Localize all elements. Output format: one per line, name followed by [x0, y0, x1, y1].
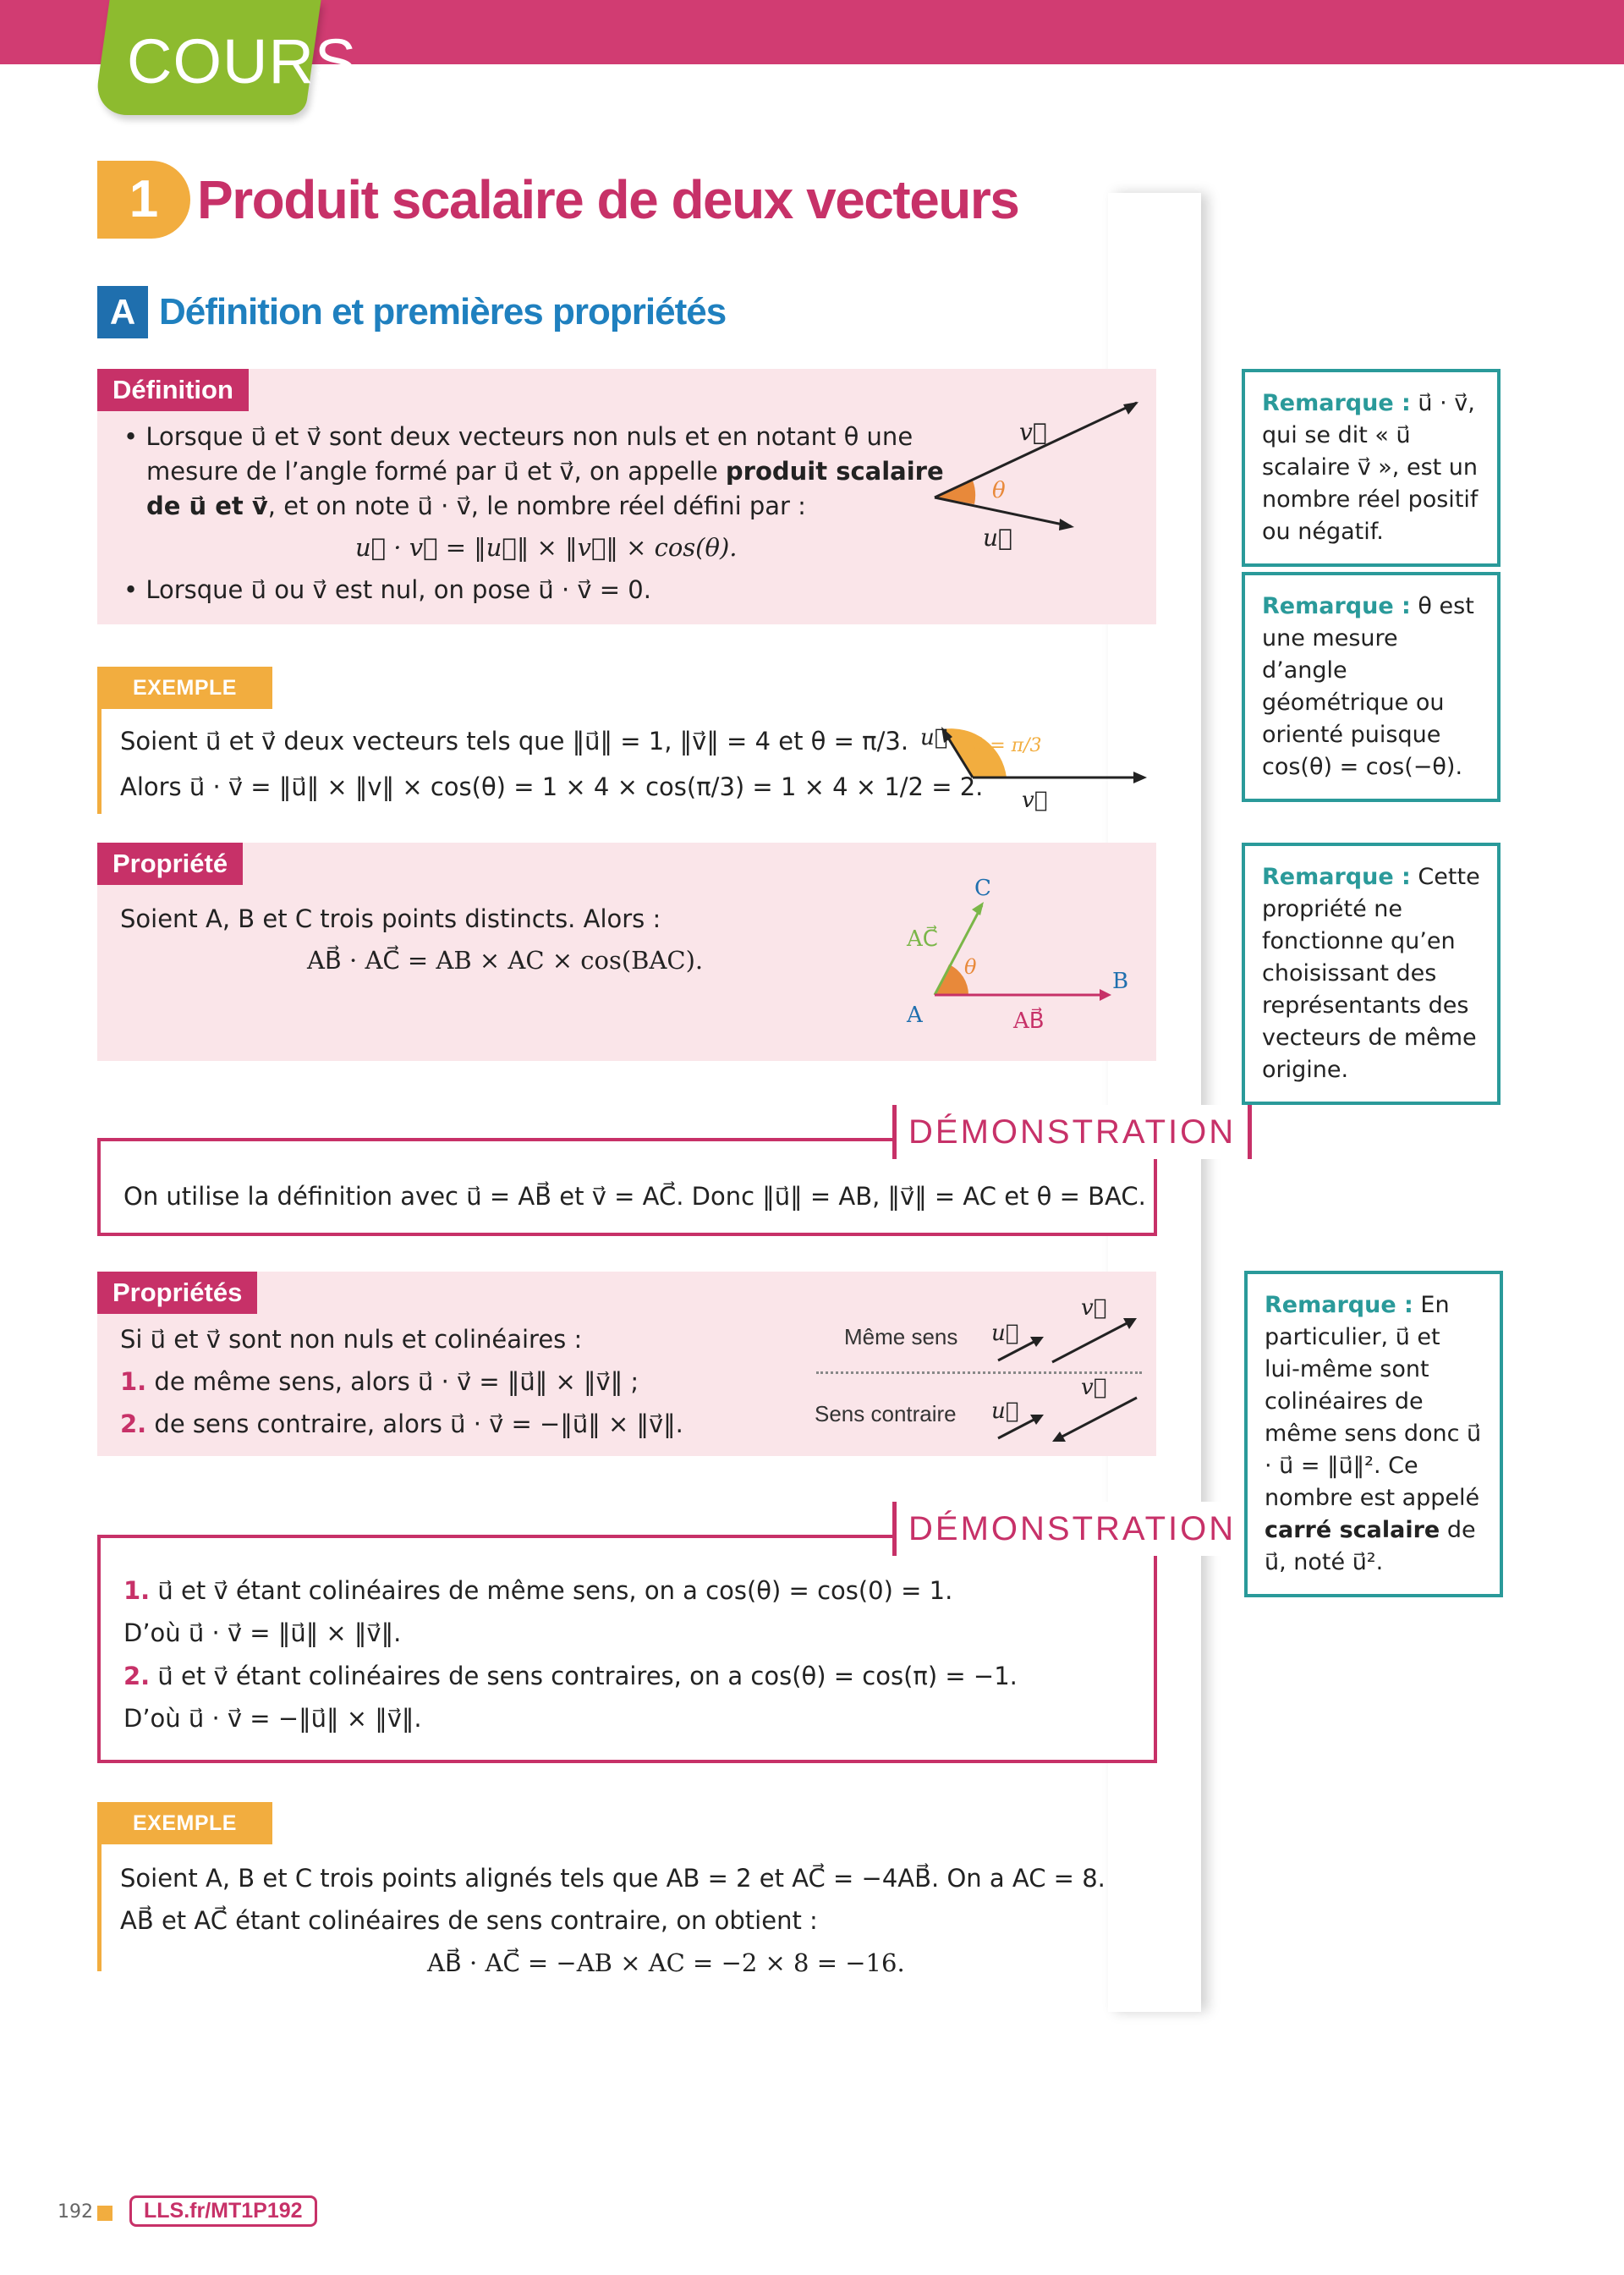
definition-line-2b: produit scalaire — [725, 457, 944, 486]
fig-label-theta: θ — [964, 955, 977, 979]
same-sense-label: Même sens — [844, 1324, 958, 1349]
section-title: Produit scalaire de deux vecteurs — [197, 169, 1019, 230]
remark-title: Remarque : — [1265, 1292, 1413, 1318]
properties-line-1: Si u⃗ et v⃗ sont non nuls et colinéaires : — [120, 1325, 583, 1354]
fig-label-u: u⃗ — [983, 524, 1012, 552]
fig-label-u: u⃗ — [920, 725, 948, 750]
definition-figure — [922, 389, 1150, 558]
fig-label-theta: θ = π/3 — [973, 735, 1042, 756]
example-bar — [97, 709, 102, 814]
remark-box — [1242, 369, 1501, 567]
cours-tab-label: COURS — [127, 26, 358, 96]
arrowhead-AB — [1100, 989, 1111, 1001]
item-number: 2. — [120, 1410, 147, 1438]
remark-body: θ est une mesure d’angle géométrique ou orienté puisque cos(θ) = cos(−θ). — [1262, 593, 1474, 780]
example2-line-1: Soient A, B et C trois points alignés tels que AB = 2 et AC⃗ = −4AB⃗. On a AC = 8. — [120, 1864, 1106, 1893]
definition-formula: u⃗ · v⃗ = ‖u⃗‖ × ‖v⃗‖ × cos(θ). — [355, 533, 738, 562]
vector-v — [935, 403, 1137, 497]
opposite-sense-label: Sens contraire — [815, 1401, 957, 1426]
opp-v — [1056, 1398, 1137, 1440]
item-number: 2. — [123, 1662, 151, 1690]
example2-line-2: AB⃗ et AC⃗ étant colinéaires de sens contraire, on obtient : — [120, 1906, 818, 1935]
label-v: v⃗ — [1081, 1375, 1107, 1400]
demonstration-item-1: u⃗ et v⃗ étant colinéaires de même sens, on a cos(θ) = cos(0) = 1. — [157, 1576, 953, 1605]
definition-line-4: • Lorsque u⃗ ou v⃗ est nul, on pose u⃗ · v⃗ = 0. — [123, 575, 651, 604]
property-figure — [897, 871, 1150, 1041]
arrowhead-v — [1133, 772, 1147, 783]
example-bar — [97, 1844, 102, 1971]
property-formula: AB⃗ · AC⃗ = AB × AC × cos(BAC). — [307, 946, 704, 975]
page-number: 192 — [58, 2201, 93, 2223]
point-A: A — [907, 1003, 923, 1028]
point-C: C — [974, 876, 991, 901]
definition-line-2a: mesure de l’angle formé par u⃗ et v⃗, on appelle — [146, 457, 726, 486]
remark-body: Cette propriété ne fonctionne qu’en choisissant des représentants des vecteurs de même origine. — [1262, 864, 1480, 1083]
arrowhead-u — [1059, 519, 1074, 530]
arrowhead-v — [1123, 402, 1138, 415]
properties-line-2 — [120, 1365, 639, 1399]
definition-line-3 — [146, 489, 806, 524]
fig-label-theta: θ — [992, 478, 1006, 503]
definition-line-1: • Lorsque u⃗ et v⃗ sont deux vecteurs non nuls et en notant θ une — [123, 422, 914, 451]
demonstration-text: On utilise la définition avec u⃗ = AB⃗ et v⃗ = AC⃗. Donc ‖u⃗‖ = AB, ‖v⃗‖ = AC et θ = BAC. — [123, 1182, 1146, 1211]
remark-box — [1242, 572, 1501, 802]
demonstration-label: DÉMONSTRATION — [892, 1105, 1252, 1159]
demonstration-item-2: u⃗ et v⃗ étant colinéaires de sens contraires, on a cos(θ) = cos(π) = −1. — [157, 1662, 1018, 1690]
demonstration-line-4: D’où u⃗ · v⃗ = −‖u⃗‖ × ‖v⃗‖. — [123, 1704, 422, 1733]
fig-label-AC: AC⃗ — [907, 926, 938, 952]
example1-line-1: Soient u⃗ et v⃗ deux vecteurs tels que ‖u⃗‖ = 1, ‖v⃗‖ = 4 et θ = π/3. — [120, 727, 909, 756]
remark-box — [1242, 843, 1501, 1105]
footer-link[interactable]: LLS.fr/MT1P192 — [129, 2195, 317, 2227]
remark-box — [1244, 1271, 1503, 1597]
property-tag: Propriété — [97, 843, 243, 885]
label-u: u⃗ — [991, 1399, 1019, 1424]
demonstration-label: DÉMONSTRATION — [892, 1502, 1252, 1556]
remark-title: Remarque : — [1262, 593, 1411, 619]
same-v — [1052, 1320, 1133, 1362]
properties-tag: Propriétés — [97, 1272, 257, 1314]
fig-label-AB: AB⃗ — [1013, 1008, 1045, 1034]
example2-formula: AB⃗ · AC⃗ = −AB × AC = −2 × 8 = −16. — [427, 1948, 905, 1977]
properties-line-3 — [120, 1407, 683, 1442]
example-tag: EXEMPLE — [97, 1802, 272, 1844]
footer-square — [97, 2206, 112, 2221]
item-number: 1. — [123, 1576, 151, 1605]
point-B: B — [1112, 969, 1129, 994]
label-v: v⃗ — [1081, 1295, 1107, 1321]
remark-body: u⃗ · v⃗, qui se dit « u⃗ scalaire v⃗ », est un nombre réel positif ou négatif. — [1262, 390, 1479, 545]
property-line-1: Soient A, B et C trois points distincts. Alors : — [120, 904, 661, 933]
item-number: 1. — [120, 1367, 147, 1396]
demonstration-line-3 — [123, 1659, 1018, 1694]
arrowhead-AC — [972, 902, 984, 915]
example-tag: EXEMPLE — [97, 667, 272, 709]
section-number: 1 — [97, 161, 190, 239]
remark-title: Remarque : — [1262, 390, 1411, 416]
subsection-letter: A — [97, 286, 148, 338]
remark-tail: de u⃗, noté u⃗². — [1265, 1517, 1476, 1575]
fig-label-v: v⃗ — [1022, 788, 1048, 813]
example1-figure — [914, 712, 1150, 814]
remark-title: Remarque : — [1262, 864, 1411, 890]
properties-item-2: de sens contraire, alors u⃗ · v⃗ = −‖u⃗‖ × ‖v⃗‖. — [154, 1410, 683, 1438]
fig-label-v: v⃗ — [1019, 418, 1047, 446]
remark-body: En particulier, u⃗ et lui-même sont colinéaires de même sens donc u⃗ · u⃗ = ‖u⃗‖². Ce nombre est appelé — [1265, 1292, 1482, 1511]
definition-line-3b: , et on note u⃗ · v⃗, le nombre réel défini par : — [267, 492, 806, 520]
definition-line-3a: de u⃗ et v⃗ — [146, 492, 268, 520]
label-u: u⃗ — [991, 1321, 1019, 1346]
definition-tag: Définition — [97, 369, 249, 411]
remark-bold: carré scalaire — [1265, 1517, 1440, 1543]
angle-sector — [935, 964, 968, 995]
definition-line-2 — [146, 454, 944, 489]
demonstration-line-2: D’où u⃗ · v⃗ = ‖u⃗‖ × ‖v⃗‖. — [123, 1618, 402, 1647]
subsection-title: Définition et premières propriétés — [159, 291, 727, 332]
colinear-figure — [981, 1294, 1150, 1455]
properties-item-1: de même sens, alors u⃗ · v⃗ = ‖u⃗‖ × ‖v⃗‖ ; — [154, 1367, 639, 1396]
example1-line-2: Alors u⃗ · v⃗ = ‖u⃗‖ × ‖v‖ × cos(θ) = 1 × 4 × cos(π/3) = 1 × 4 × 1/2 = 2. — [120, 772, 984, 801]
demonstration-line-1 — [123, 1574, 952, 1608]
